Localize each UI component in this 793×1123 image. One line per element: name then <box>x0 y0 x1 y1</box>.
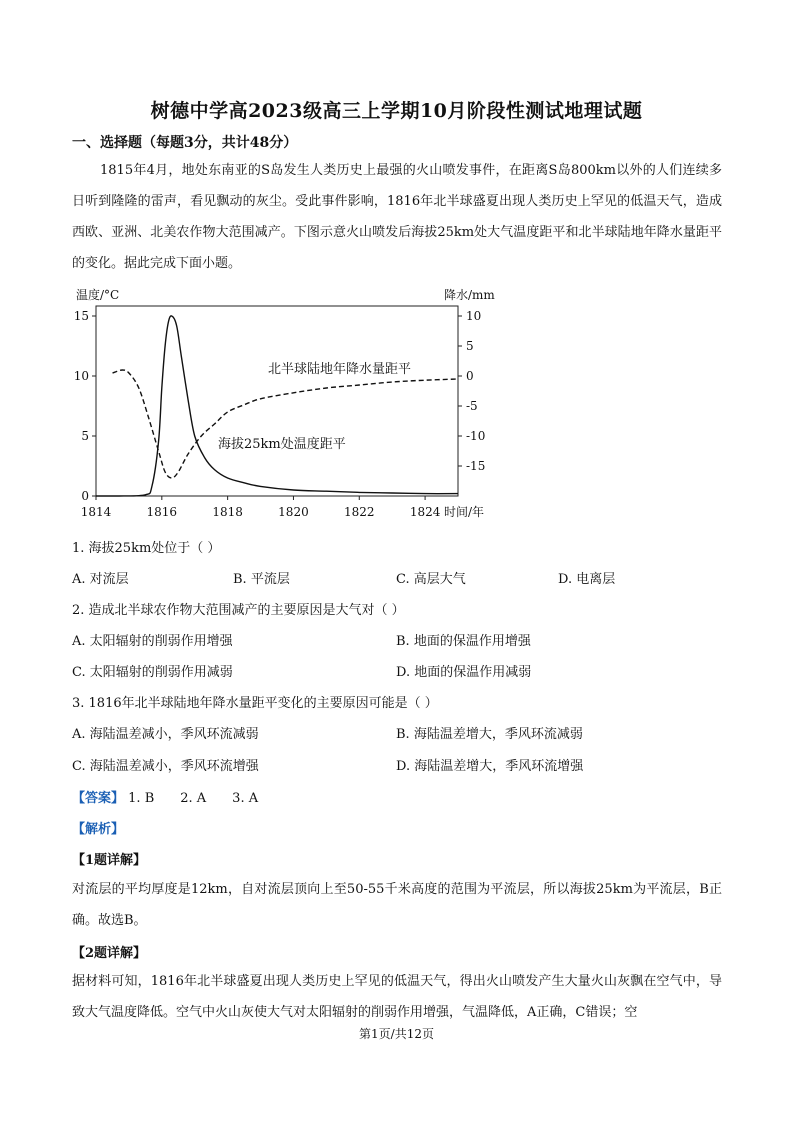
q3-option-d: D. 海陆温差增大，季风环流增强 <box>396 759 584 774</box>
left-axis-label: 温度/°C <box>76 288 120 302</box>
detail2-text: 据材料可知，1816年北半球盛夏出现人类历史上罕见的低温天气，得出火山喷发产生大量火山灰飘在空气中，导致大气温度降低。空气中火山灰使大气对太阳辐射的削弱作用增强，气温降低，A正确，C错误；空 <box>72 974 722 1020</box>
question-1: 1. 海拔25km处位于（ ） <box>72 541 221 556</box>
q1-option-b: B. 平流层 <box>233 572 290 587</box>
right-y-tick-label: 5 <box>466 339 474 353</box>
right-y-tick-label: -5 <box>466 399 478 413</box>
x-axis-label: 时间/年 <box>444 505 485 519</box>
left-y-tick-label: 0 <box>81 489 89 503</box>
q2-option-c: C. 太阳辐射的削弱作用减弱 <box>72 665 233 680</box>
precipitation-anomaly-line <box>113 370 459 478</box>
plot-frame <box>96 306 458 496</box>
left-y-tick-label: 5 <box>81 429 89 443</box>
temperature-anomaly-line <box>119 316 458 496</box>
right-y-tick-label: -15 <box>466 459 486 473</box>
climate-anomaly-chart <box>72 280 512 530</box>
x-tick-label: 1814 <box>80 505 112 519</box>
q1-option-a: A. 对流层 <box>72 572 129 587</box>
analysis-tag: 【解析】 <box>72 822 125 837</box>
answer-tag: 【答案】 <box>72 791 125 806</box>
q1-option-d: D. 电离层 <box>558 572 616 587</box>
precip-series-label: 北半球陆地年降水量距平 <box>268 362 412 377</box>
temp-series-label: 海拔25km处温度距平 <box>218 437 346 452</box>
page-title: 树德中学高2023级高三上学期10月阶段性测试地理试题 <box>150 100 643 122</box>
answer-text: 1. B 2. A 3. A <box>128 791 259 806</box>
section-heading: 一、选择题（每题3分，共计48分） <box>72 135 298 151</box>
question-2: 2. 造成北半球农作物大范围减产的主要原因是大气对（ ） <box>72 603 405 618</box>
page-footer: 第1页/共12页 <box>359 1027 434 1041</box>
q1-option-c: C. 高层大气 <box>396 572 466 587</box>
right-y-tick-label: 0 <box>466 369 474 383</box>
right-axis-label: 降水/mm <box>444 288 495 302</box>
x-tick-label: 1818 <box>212 505 243 519</box>
x-tick-label: 1816 <box>146 505 178 519</box>
left-y-tick-label: 15 <box>73 309 89 323</box>
answer-line <box>72 787 258 806</box>
q2-option-d: D. 地面的保温作用减弱 <box>396 665 532 680</box>
x-tick-label: 1820 <box>278 505 309 519</box>
q2-option-a: A. 太阳辐射的削弱作用增强 <box>72 634 233 649</box>
x-tick-label: 1822 <box>343 505 375 519</box>
detail1-text: 对流层的平均厚度是12km，自对流层顶向上至50-55千米高度的范围为平流层，所以海拔25km为平流层，B正确。故选B。 <box>72 882 722 928</box>
q3-option-c: C. 海陆温差减小，季风环流增强 <box>72 759 259 774</box>
question-3: 3. 1816年北半球陆地年降水量距平变化的主要原因可能是（ ） <box>72 696 438 711</box>
q3-option-b: B. 海陆温差增大，季风环流减弱 <box>396 727 583 742</box>
right-y-tick-label: 10 <box>466 309 482 323</box>
q3-option-a: A. 海陆温差减小，季风环流减弱 <box>72 727 259 742</box>
intro-paragraph: 1815年4月，地处东南亚的S岛发生人类历史上最强的火山喷发事件，在距离S岛800km以外的人们连续多日听到隆隆的雷声，看见飘动的灰尘。受此事件影响，1816年北半球盛夏出现人类历史上罕见的低温天气，造成西欧、亚洲、北美农作物大范围减产。下图示意火山喷发后海拔25km处大气温度距平和北半球陆地年降水量距平的变化。据此完成下面小题。 <box>72 163 722 271</box>
detail2-heading: 【2题详解】 <box>72 946 147 961</box>
right-y-tick-label: -10 <box>466 429 486 443</box>
left-y-tick-label: 10 <box>73 369 89 383</box>
x-tick-label: 1824 <box>409 505 441 519</box>
q2-option-b: B. 地面的保温作用增强 <box>396 634 531 649</box>
detail1-heading: 【1题详解】 <box>72 853 147 868</box>
